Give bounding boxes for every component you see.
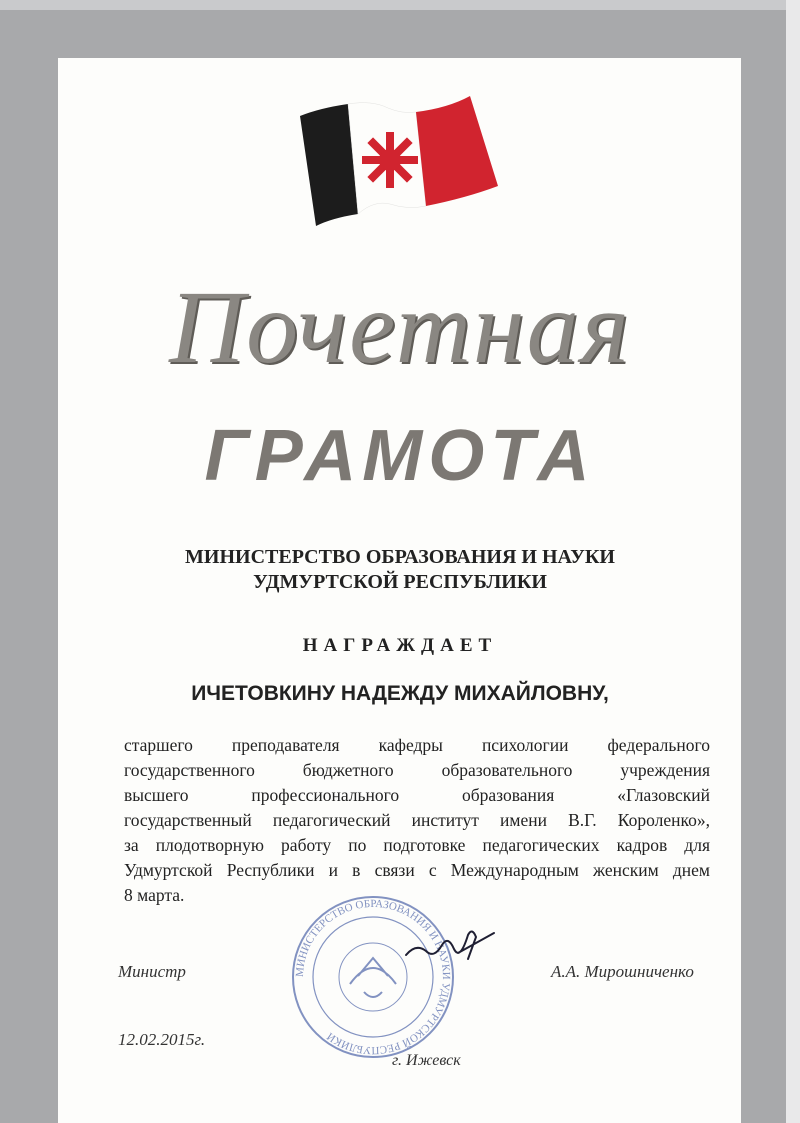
issuer (0, 545, 800, 595)
issuer-line-2: УДМУРТСКОЙ РЕСПУБЛИКИ (253, 571, 547, 593)
udmurt-flag-icon (298, 88, 508, 238)
title-line-1: Почетная (169, 270, 631, 385)
awards-label: НАГРАЖДАЕТ (302, 635, 498, 656)
title-line-2: ГРАМОТА (204, 416, 596, 496)
recipient-name: ИЧЕТОВКИНУ НАДЕЖДУ МИХАЙЛОВНУ, (191, 682, 609, 705)
issue-city: г. Ижевск (392, 1052, 461, 1069)
signatory-name: А.А. Мирошниченко (551, 962, 694, 981)
issuer-line-1: МИНИСТЕРСТВО ОБРАЗОВАНИЯ И НАУКИ (185, 546, 615, 568)
body-line: государственный педагогический институт имени В.Г. Короленко», (124, 810, 710, 830)
seal-text: МИНИСТЕРСТВО ОБРАЗОВАНИЯ И НАУКИ УДМУРТСКОЙ РЕСПУБЛИКИ (293, 897, 453, 1057)
body-line: 8 марта. (124, 885, 185, 905)
body-line: Удмуртской Республики и в связи с Международным женским днем (124, 860, 710, 880)
award-reason (124, 733, 710, 908)
signatory-title: Министр (118, 962, 186, 981)
signature-icon (398, 915, 498, 975)
scan-edge-top (0, 0, 800, 10)
body-line: высшего профессионального образования «Глазовский (124, 785, 710, 805)
body-line: государственного бюджетного образовательного учреждения (124, 760, 710, 780)
body-line: за плодотворную работу по подготовке педагогических кадров для (124, 835, 710, 855)
issue-date: 12.02.2015г. (118, 1030, 206, 1049)
body-line: старшего преподавателя кафедры психологии федерального (124, 735, 710, 755)
